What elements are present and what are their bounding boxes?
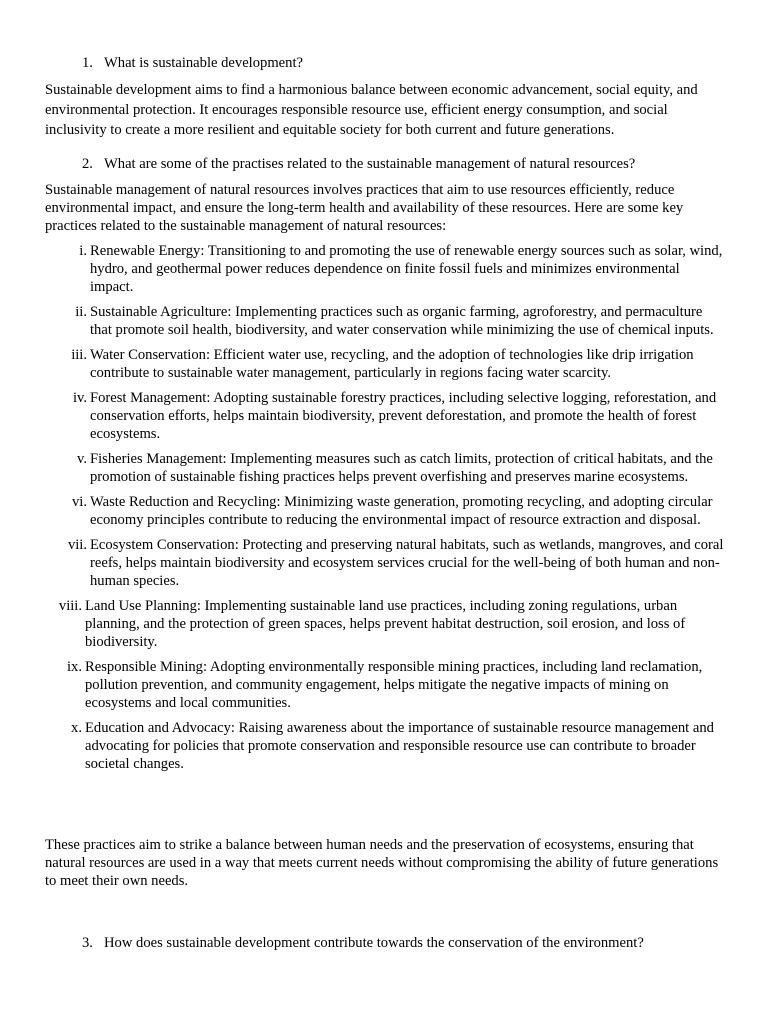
answer-1-paragraph: Sustainable development aims to find a harmonious balance between economic advancement, social equity, and environmental protection. It encourages responsible resource use, efficient energy consumption, and social inclusivity to create a more resilient and equitable society for both current and future generations.	[45, 82, 698, 138]
list-item-text: Ecosystem Conservation: Protecting and preserving natural habitats, such as wetlands, mangroves, and coral reefs, helps maintain biodiversity and ecosystem services crucial for the well-being of both human and non-human species.	[90, 537, 724, 589]
list-number: x.	[71, 720, 82, 736]
list-item-text: Land Use Planning: Implementing sustainable land use practices, including zoning regulations, urban planning, and the protection of green spaces, helps prevent habitat destruction, soil erosion, and loss of biodiversity.	[85, 598, 686, 650]
list-item	[45, 719, 725, 773]
list-item-text: Responsible Mining: Adopting environmentally responsible mining practices, including land reclamation, pollution prevention, and community engagement, helps mitigate the negative impacts of mining on ecosystems and local communities.	[85, 659, 703, 711]
question-number: 2.	[82, 156, 93, 172]
question-text: What is sustainable development?	[104, 55, 303, 71]
list-item	[45, 450, 725, 486]
list-number: ii.	[75, 304, 87, 320]
list-item	[45, 242, 725, 296]
list-item-text: Education and Advocacy: Raising awareness about the importance of sustainable resource management and advocating for policies that promote conservation and responsible resource use can contribute to broader societal changes.	[85, 720, 714, 772]
list-item-text: Water Conservation: Efficient water use, recycling, and the adoption of technologies like drip irrigation contribute to sustainable water management, particularly in regions facing water scarcity.	[90, 347, 694, 381]
list-item-text: Sustainable Agriculture: Implementing practices such as organic farming, agroforestry, and permaculture that promote soil health, biodiversity, and water conservation while minimizing the use of chemical inputs.	[90, 304, 714, 338]
list-number: iii.	[71, 347, 87, 363]
list-item-text: Waste Reduction and Recycling: Minimizing waste generation, promoting recycling, and adopting circular economy principles contribute to reducing the environmental impact of resource extraction and disposal.	[90, 494, 713, 528]
question-text: How does sustainable development contribute towards the conservation of the environment?	[104, 935, 644, 951]
question-2	[82, 155, 722, 173]
list-item	[45, 658, 725, 712]
list-number: vi.	[72, 494, 87, 510]
list-number: v.	[77, 451, 87, 467]
list-number: vii.	[67, 537, 87, 553]
list-item-text: Renewable Energy: Transitioning to and promoting the use of renewable energy sources such as solar, wind, hydro, and geothermal power reduces dependence on finite fossil fuels and minimizes environmental impact.	[90, 243, 723, 295]
question-1	[82, 54, 722, 72]
question-text: What are some of the practises related to the sustainable management of natural resources?	[104, 156, 636, 172]
list-item-text: Fisheries Management: Implementing measures such as catch limits, protection of critical habitats, and the promotion of sustainable fishing practices helps prevent overfishing and preserves marine ecosystems.	[90, 451, 713, 485]
question-number: 3.	[82, 935, 93, 951]
list-item	[45, 346, 725, 382]
list-number: iv.	[72, 390, 87, 406]
answer-2-conclusion: These practices aim to strike a balance between human needs and the preservation of ecosystems, ensuring that natural resources are used in a way that meets current needs without compromising the ability of future generations to meet their own needs.	[45, 837, 719, 889]
list-number: viii.	[58, 598, 82, 614]
list-item	[45, 493, 725, 529]
question-3	[82, 934, 722, 952]
answer-2-intro: Sustainable management of natural resources involves practices that aim to use resources efficiently, reduce environmental impact, and ensure the long-term health and availability of these resources. Here are some key practices related to the sustainable management of natural resources:	[45, 182, 684, 234]
list-number: i.	[79, 243, 87, 259]
practices-list	[45, 242, 725, 780]
list-item	[45, 389, 725, 443]
list-item	[45, 597, 725, 651]
list-item-text: Forest Management: Adopting sustainable forestry practices, including selective logging, reforestation, and conservation efforts, helps maintain biodiversity, prevent deforestation, and promote the health of forest ecosystems.	[90, 390, 717, 442]
question-number: 1.	[82, 55, 93, 71]
list-item	[45, 303, 725, 339]
list-item	[45, 536, 725, 590]
list-number: ix.	[67, 659, 82, 675]
